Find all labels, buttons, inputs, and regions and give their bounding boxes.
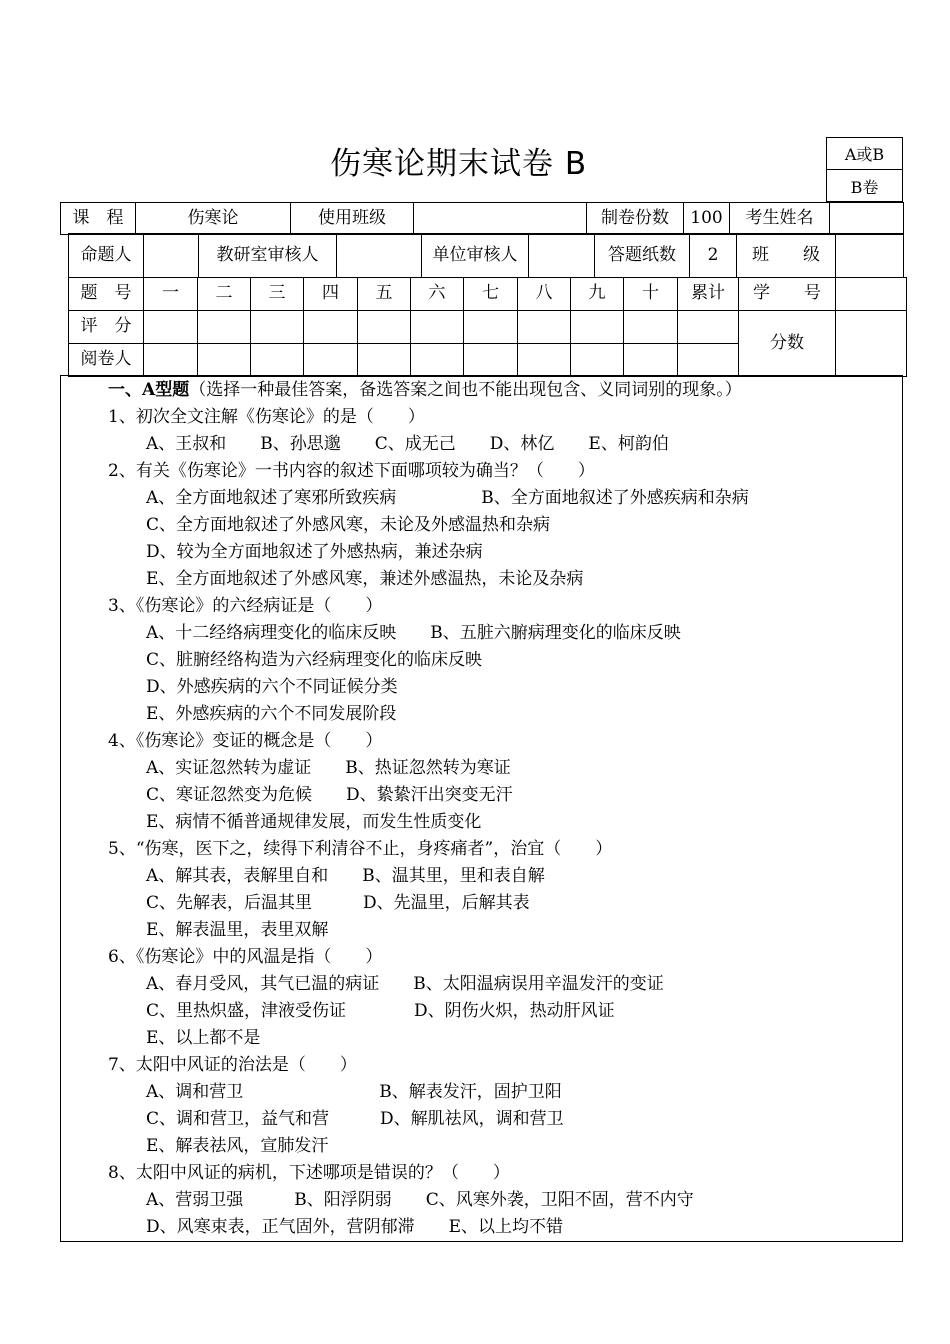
course-value: 伤寒论 [136,203,291,235]
examinee-name-label: 考生姓名 [730,203,830,235]
paper-version-label: A或B [827,138,902,170]
question-stem: 2、有关《伤寒论》一书内容的叙述下面哪项较为确当？（ ） [108,461,595,481]
score-cell[interactable] [198,311,251,344]
question-stem: 8、太阳中风证的病机，下述哪项是错误的？（ ） [108,1163,510,1183]
question-number-label: 题 号 [69,278,144,311]
student-id-field[interactable] [836,278,907,311]
marker-cell[interactable] [304,344,358,377]
grade-label: 班 级 [737,234,836,278]
answer-options: C、先解表，后温其里 D、先温里，后解其表 [146,893,530,913]
score-row [69,311,907,344]
column-header: 五 [358,278,411,311]
answer-options: C、里热炽盛，津液受伤证 D、阴伤火炽，热动肝风证 [146,1001,615,1021]
header-row-reviewers [68,233,904,278]
marker-cell[interactable] [411,344,464,377]
score-row-label: 评 分 [69,311,144,344]
paper-version-value: B卷 [850,177,879,197]
score-cell[interactable] [464,311,518,344]
column-header: 十 [624,278,678,311]
score-cell[interactable] [624,311,678,344]
marker-cell[interactable] [251,344,304,377]
answer-options: C、寒证忽然变为危候 D、絷絷汗出突变无汗 [146,785,513,805]
answer-sheets-value: 2 [690,234,737,278]
answer-options: A、十二经络病理变化的临床反映 B、五脏六腑病理变化的临床反映 [146,623,681,643]
score-cell[interactable] [678,311,739,344]
marker-cell[interactable] [144,344,198,377]
answer-options: C、调和营卫，益气和营 D、解肌祛风，调和营卫 [146,1109,564,1129]
column-header: 九 [571,278,624,311]
answer-option: E、病情不循普通规律发展，而发生性质变化 [146,812,482,832]
column-header: 二 [198,278,251,311]
score-cell[interactable] [411,311,464,344]
marker-cell[interactable] [624,344,678,377]
answer-option: E、全方面地叙述了外感风寒，兼述外感温热，未论及杂病 [146,569,584,589]
answer-options: D、风寒束表，正气固外，营阴郁滞 E、以上均不错 [146,1217,564,1237]
question-stem: 4、《伤寒论》变证的概念是（ ） [108,731,383,751]
marker-cell[interactable] [198,344,251,377]
section-heading: 一、A型题 [108,380,190,400]
paper-version-box [826,137,903,202]
answer-option: E、外感疾病的六个不同发展阶段 [146,704,397,724]
answer-options: A、全方面地叙述了寒邪所致疾病 B、全方面地叙述了外感疾病和杂病 [146,488,749,508]
reviewer-field[interactable] [337,234,422,278]
copies-value: 100 [684,203,730,235]
total-score-label: 分数 [739,311,836,377]
answer-options: A、调和营卫 B、解表发汗，固护卫阳 [146,1082,562,1102]
column-header: 六 [411,278,464,311]
course-label: 课 程 [61,203,136,235]
unit-reviewer-field[interactable] [529,234,595,278]
column-header: 八 [518,278,571,311]
answer-option: D、外感疾病的六个不同证候分类 [146,677,398,697]
score-cell[interactable] [304,311,358,344]
score-cell[interactable] [251,311,304,344]
column-header: 四 [304,278,358,311]
examinee-name-field[interactable] [830,203,904,235]
answer-option: E、解表祛风，宣肺发汗 [146,1136,329,1156]
answer-options: A、实证忽然转为虚证 B、热证忽然转为寒证 [146,758,511,778]
question-stem: 5、“伤寒，医下之，续得下利清谷不止，身疼痛者”，治宜（ ） [108,839,613,859]
column-header: 七 [464,278,518,311]
score-cell[interactable] [144,311,198,344]
score-cell[interactable] [518,311,571,344]
copies-label: 制卷份数 [587,203,684,235]
marker-cell[interactable] [464,344,518,377]
student-id-label: 学 号 [739,278,836,311]
total-column-header: 累计 [678,278,739,311]
reviewer-label: 教研室审核人 [199,234,337,278]
class-value[interactable] [414,203,587,235]
question-section [60,375,903,1242]
answer-options: A、解其表，表解里自和 B、温其里，里和表自解 [146,866,545,886]
answer-option: E、以上都不是 [146,1028,261,1048]
question-stem: 3、《伤寒论》的六经病证是（ ） [108,596,383,616]
header-row-course [60,202,904,235]
score-cell[interactable] [358,311,411,344]
column-header: 三 [251,278,304,311]
question-stem: 1、初次全文注解《伤寒论》的是（ ） [108,407,425,427]
exam-title: 伤寒论期末试卷 B [330,146,588,182]
answer-options: A、王叔和 B、孙思邈 C、成无己 D、林亿 E、柯韵伯 [146,434,669,454]
answer-option: C、全方面地叙述了外感风寒，未论及外感温热和杂病 [146,515,551,535]
answer-options: A、春月受风，其气已温的病证 B、太阳温病误用辛温发汗的变证 [146,974,664,994]
score-cell[interactable] [571,311,624,344]
score-table [68,277,907,377]
marker-cell[interactable] [518,344,571,377]
section-heading-line [108,380,742,400]
answer-sheets-label: 答题纸数 [595,234,690,278]
setter-label: 命题人 [69,234,144,278]
total-score-field[interactable] [836,311,907,377]
unit-reviewer-label: 单位审核人 [422,234,529,278]
question-stem: 6、《伤寒论》中的风温是指（ ） [108,947,383,967]
marker-cell[interactable] [571,344,624,377]
marker-cell[interactable] [678,344,739,377]
answer-option: E、解表温里，表里双解 [146,920,329,940]
marker-cell[interactable] [358,344,411,377]
column-header: 一 [144,278,198,311]
answer-options: A、营弱卫强 B、阳浮阴弱 C、风寒外袭，卫阳不固，营不内守 [146,1190,694,1210]
question-number-row [69,278,907,311]
section-note: （选择一种最佳答案，备选答案之间也不能出现包含、义同词别的现象。） [189,380,742,400]
grade-field[interactable] [836,234,904,278]
marker-row-label: 阅卷人 [69,344,144,377]
setter-field[interactable] [144,234,199,278]
question-stem: 7、太阳中风证的治法是（ ） [108,1055,357,1075]
answer-option: D、较为全方面地叙述了外感热病，兼述杂病 [146,542,483,562]
answer-option: C、脏腑经络构造为六经病理变化的临床反映 [146,650,483,670]
class-label: 使用班级 [291,203,414,235]
